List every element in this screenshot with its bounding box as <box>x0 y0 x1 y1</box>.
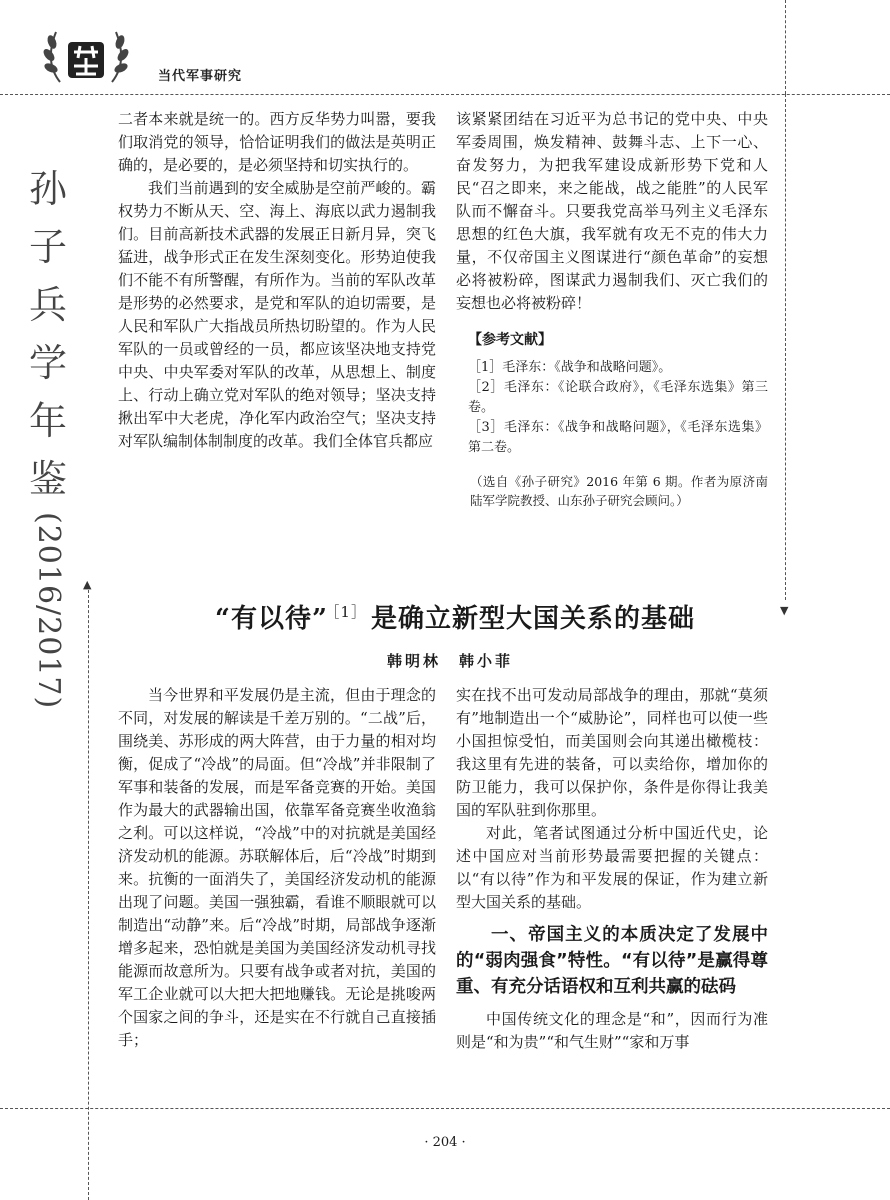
left-margin-line <box>88 590 89 1200</box>
reference-item: ［3］毛泽东：《战争和战略问题》，《毛泽东选集》第二卷。 <box>468 420 768 455</box>
paragraph: 二者本来就是统一的。西方反华势力叫嚣，要我们取消党的领导，恰恰证明我们的做法是英明正确的，是必要的，是必须坚持和切实执行的。 <box>118 110 436 174</box>
paragraph: 该紧紧团结在习近平为总书记的党中央、中央军委周围，焕发精神、鼓舞斗志、上下一心、奋发努力，为把我军建设成新形势下党和人民“召之即来，来之能战，战之能胜”的人民军队而不懈奋斗。只要我党高举马列主义毛泽东思想的红色大旗，我军就有攻无不克的伟大力量，不仅帝国主义图谋进行“颜色革命”的妄想必将被粉碎，图谋武力遏制我们、灭亡我们的妄想也必将被粉碎！ <box>456 110 768 312</box>
footer-divider <box>0 1108 890 1109</box>
right-margin-line-top <box>785 0 786 94</box>
book-title-char: 兵 <box>28 283 67 327</box>
laurel-wreath-emblem-icon <box>40 22 132 94</box>
article-right-column <box>456 684 768 1054</box>
source-note: （选自《孙子研究》2016 年第 6 期。作者为原济南陆军学院教授、山东孙子研究会顾问。） <box>470 474 768 508</box>
top-right-column <box>456 108 768 510</box>
paragraph: 我们当前遇到的安全威胁是空前严峻的。霸权势力不断从天、空、海上、海底以武力遏制我们。目前高新技术武器的发展正日新月异，突飞猛进，战争形式正在发生深刻变化。形势迫使我们不能不有所警醒，有所作为。当前的军队改革是形势的必然要求，是党和军队的迫切需要，是人民和军队广大指战员所热切盼望的。作为人民军队的一员或曾经的一员，都应该坚决地支持党中央、中央军委对军队的改革，从思想上、制度上、行动上确立党对军队的绝对领导；坚决支持揪出军中大老虎，净化军内政治空气；坚决支持对军队编制体制制度的改革。我们全体官兵都应 <box>118 179 436 450</box>
top-left-column <box>118 108 436 453</box>
book-title-char: 子 <box>28 225 67 269</box>
references-heading: 【参考文献】 <box>468 332 552 348</box>
paragraph: 中国传统文化的理念是“和”，因而行为准则是“和为贵”“和气生财”“家和万事 <box>456 1010 768 1051</box>
book-title-char: 学 <box>28 341 67 385</box>
reference-item: ［2］毛泽东：《论联合政府》，《毛泽东选集》第三卷。 <box>468 380 768 415</box>
article-authors: 韩明林 韩小菲 <box>386 652 513 670</box>
reference-item: ［1］毛泽东：《战争和战略问题》。 <box>468 360 672 375</box>
book-title-char: 孙 <box>28 167 67 211</box>
up-arrow-icon: ▲ <box>83 578 92 591</box>
page-number: · 204 · <box>424 1135 466 1150</box>
down-arrow-icon: ▼ <box>780 604 789 617</box>
book-title-char: 鉴 <box>28 457 67 501</box>
book-title-char: 年 <box>28 399 67 443</box>
article-title-main: “有以待” <box>215 604 328 634</box>
right-margin-line <box>785 94 786 600</box>
section-heading: 一、帝国主义的本质决定了发展中的“弱肉强食”特性。“有以待”是赢得尊重、有充分话语权和互利共赢的砝码 <box>456 925 768 997</box>
book-title <box>26 160 70 508</box>
article-left-column <box>118 684 436 1052</box>
header-divider <box>0 94 890 95</box>
paragraph: 对此，笔者试图通过分析中国近代史，论述中国应对当前形势最需要把握的关键点：以“有以待”作为和平发展的保证，作为建立新型大国关系的基础。 <box>456 824 768 911</box>
paragraph: 当今世界和平发展仍是主流，但由于理念的不同，对发展的解读是千差万别的。“二战”后，围绕美、苏形成的两大阵营，由于力量的相对均衡，促成了“冷战”的局面。但“冷战”并非限制了军事和装备的发展，而是军备竞赛的开始。美国作为最大的武器输出国，依靠军备竞赛坐收渔翁之利。可以这样说，“冷战”中的对抗就是美国经济发动机的能源。苏联解体后，后“冷战”时期到来。抗衡的一面消失了，美国经济发动机的能源出现了问题。美国一强独霸，看谁不顺眼就可以制造出“动静”来。后“冷战”时期，局部战争逐渐增多起来，恐怕就是美国为美国经济发动机寻找能源而故意所为。只要有战争或者对抗，美国的军工企业就可以大把大把地赚钱。无论是挑唆两个国家之间的争斗，还是实在不行就自己直接插手； <box>118 686 436 1049</box>
journal-logo <box>40 22 132 94</box>
article-title <box>160 598 750 635</box>
paragraph: 实在找不出可发动局部战争的理由，那就“莫须有”地制造出一个“威胁论”，同样也可以使一些小国担惊受怕，而美国则会向其递出橄榄枝：我这里有先进的装备，可以卖给你，增加你的防卫能力，我可以保护你，条件是你得让我美国的军队驻到你那里。 <box>456 686 768 819</box>
article-title-rest: 是确立新型大国关系的基础 <box>370 604 695 634</box>
title-footnote-marker: ［1］ <box>331 603 367 622</box>
journal-name: 当代军事研究 <box>158 69 243 84</box>
book-year: (2016/2017) <box>31 512 66 710</box>
book-title-vertical <box>26 160 70 709</box>
